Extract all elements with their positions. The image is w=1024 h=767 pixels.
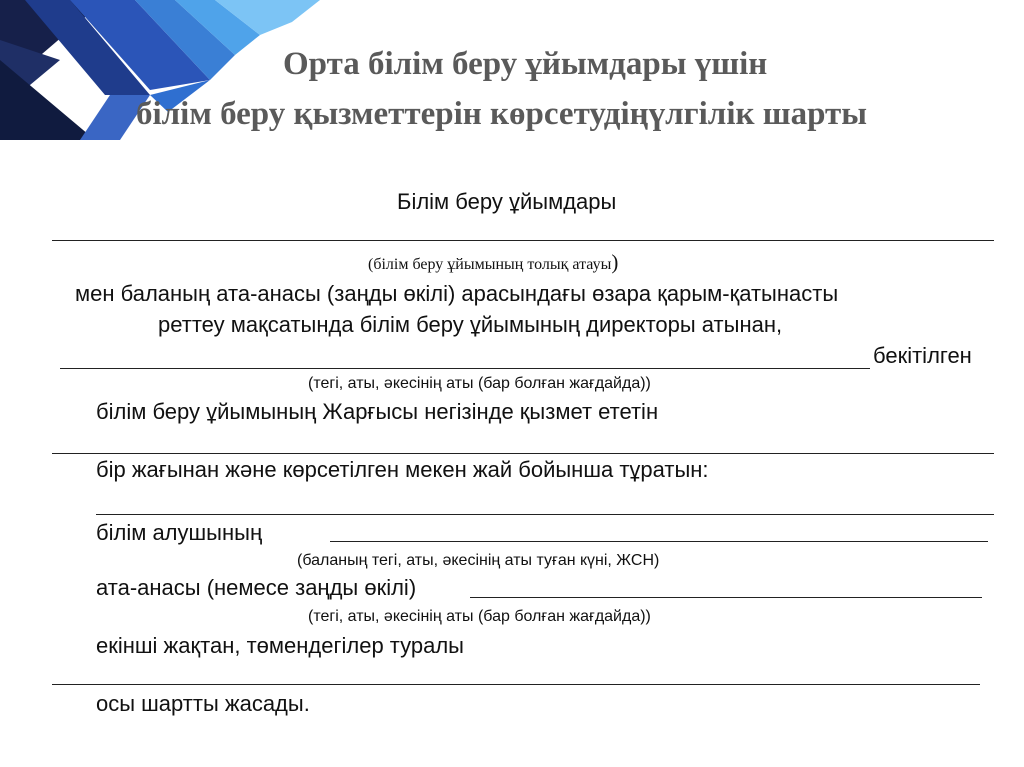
charter-blank	[52, 453, 994, 454]
parent-hint: (тегі, аты, әкесінің аты (бар болған жағдайда))	[308, 608, 651, 625]
parent-blank	[470, 597, 982, 598]
student-blank	[330, 541, 988, 542]
charter-line: білім беру ұйымының Жарғысы негізінде қызмет ететін	[96, 399, 659, 424]
parent-label: ата-анасы (немесе заңды өкілі)	[96, 575, 417, 600]
address-blank	[96, 514, 994, 515]
org-name-blank	[52, 240, 994, 241]
director-hint: (тегі, аты, әкесінің аты (бар болған жағдайда))	[308, 375, 651, 392]
org-name-hint-text: (білім беру ұйымының толық атауы	[368, 256, 612, 273]
title-line-2: білім беру қызметтерін көрсетудіңүлгілік шарты	[136, 96, 868, 132]
approved-label: бекітілген	[873, 343, 972, 368]
subject-blank	[52, 684, 980, 685]
relations-line-2: реттеу мақсатында білім беру ұйымының директоры атынан,	[158, 312, 783, 337]
document-heading: Білім беру ұйымдары	[397, 189, 617, 214]
org-name-hint	[368, 249, 618, 278]
org-name-hint-paren: )	[611, 250, 619, 274]
student-label: білім алушының	[96, 520, 263, 545]
director-name-blank	[60, 368, 870, 369]
closing-line: осы шартты жасады.	[96, 691, 310, 716]
second-party-line: екінші жақтан, төмендегілер туралы	[96, 633, 464, 658]
address-line: бір жағынан және көрсетілген мекен жай бойынша тұратын:	[96, 457, 709, 482]
title-line-1: Орта білім беру ұйымдары үшін	[283, 46, 768, 82]
relations-line-1: мен баланың ата-анасы (заңды өкілі) арасындағы өзара қарым-қатынасты	[75, 281, 839, 306]
student-hint: (баланың тегі, аты, әкесінің аты туған күні, ЖСН)	[297, 552, 660, 569]
